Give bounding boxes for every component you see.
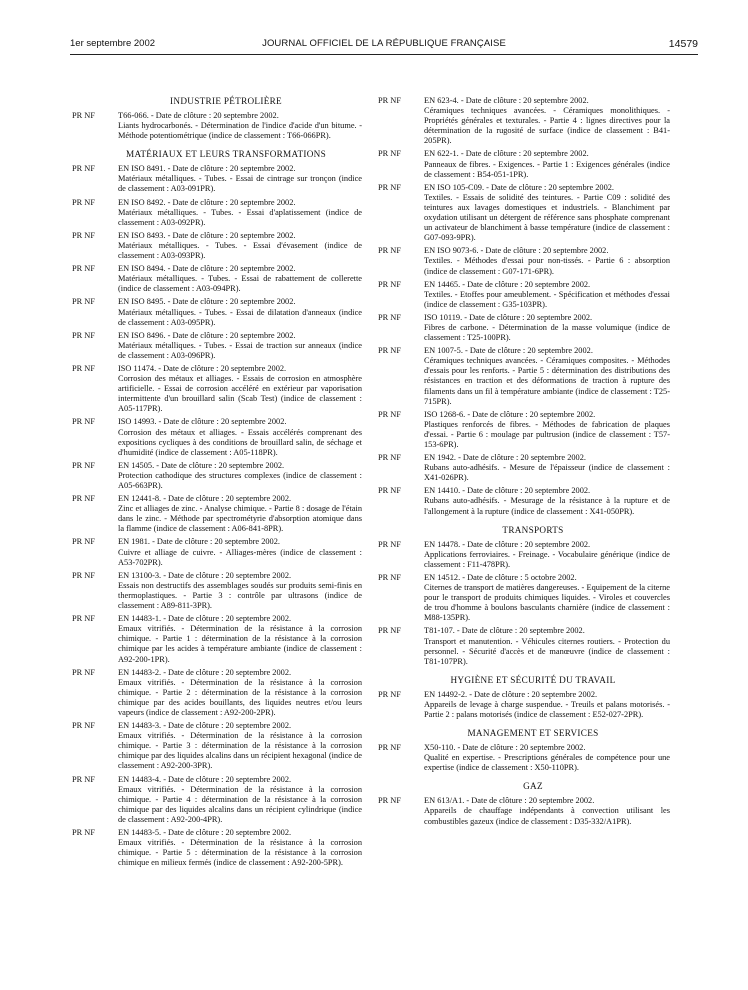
entry-reference: EN 14478. - Date de clôture : 20 septembre 2002. bbox=[424, 539, 591, 549]
entry-first-line bbox=[378, 690, 670, 700]
standard-entry bbox=[72, 461, 362, 491]
entry-prefix: PR NF bbox=[72, 111, 95, 120]
entry-prefix: PR NF bbox=[72, 537, 95, 547]
entry-description: Fibres de carbone. - Détermination de la masse volumique (indice de classement : T25-100PR). bbox=[424, 322, 670, 343]
entry-description: Matériaux métalliques. - Tubes. - Essai de traction sur anneaux (indice de classement : A03-096PR). bbox=[118, 340, 362, 360]
section-title: GAZ bbox=[523, 781, 543, 792]
section bbox=[72, 149, 362, 868]
entry-first-line bbox=[72, 164, 362, 174]
entry-first-line bbox=[72, 231, 362, 241]
entry-reference: EN 14465. - Date de clôture : 20 septembre 2002. bbox=[424, 279, 591, 289]
section-title: MATÉRIAUX ET LEURS TRANSFORMATIONS bbox=[125, 149, 326, 160]
standard-entry bbox=[378, 410, 670, 450]
entry-prefix: PR NF bbox=[378, 453, 401, 463]
section bbox=[378, 728, 670, 773]
entry-description: Matériaux métalliques. - Tubes. - Essai de rabattement de collerette (indice de classement : A03-094PR). bbox=[118, 274, 362, 294]
entry-first-line bbox=[72, 297, 362, 307]
entry-description: Protection cathodique des structures complexes (indice de classement : A05-663PR). bbox=[118, 470, 362, 490]
entry-first-line bbox=[378, 626, 670, 636]
entry-prefix: PR NF bbox=[72, 230, 95, 240]
entry-prefix: PR NF bbox=[378, 312, 401, 322]
standard-entry bbox=[72, 164, 362, 194]
entry-reference: EN ISO 8495. - Date de clôture : 20 septembre 2002. bbox=[118, 297, 296, 307]
entry-reference: EN 14492-2. - Date de clôture : 20 septembre 2002. bbox=[424, 689, 598, 699]
standard-entry bbox=[378, 540, 670, 570]
entry-description: Panneaux de fibres. - Exigences. - Partie 1 : Exigences générales (indice de classement : B54-051-1PR). bbox=[424, 159, 670, 179]
entry-first-line bbox=[378, 280, 670, 290]
entry-description: Applications ferroviaires. - Freinage. - Vocabulaire générique (indice de classement : F11-478PR). bbox=[424, 549, 670, 569]
entry-reference: EN 14483-5. - Date de clôture : 20 septembre 2002. bbox=[118, 828, 292, 837]
entry-prefix: PR NF bbox=[72, 570, 95, 580]
entry-first-line bbox=[72, 828, 362, 838]
entry-prefix: PR NF bbox=[378, 149, 401, 159]
entry-description: Emaux vitrifiés. - Détermination de la résistance à la corrosion chimique. - Partie 4 : détermination de la résistance à la corrosion chimique par des liquides alcalins dans un récipient cylindrique (indice de classement : A92-200-4PR). bbox=[118, 784, 362, 824]
entry-first-line bbox=[72, 461, 362, 471]
section bbox=[72, 96, 362, 141]
entry-prefix: PR NF bbox=[72, 297, 95, 307]
entry-first-line bbox=[72, 668, 362, 678]
entry-description: Matériaux métalliques. - Tubes. - Essai d'évasement (indice de classement : A03-093PR). bbox=[118, 240, 362, 261]
entry-prefix: PR NF bbox=[378, 246, 401, 256]
standard-entry bbox=[72, 721, 362, 771]
entry-reference: T66-066. - Date de clôture : 20 septembre 2002. bbox=[118, 111, 279, 120]
standard-entry bbox=[378, 453, 670, 483]
entry-prefix: PR NF bbox=[72, 197, 95, 207]
entry-reference: EN 14483-1. - Date de clôture : 20 septembre 2002. bbox=[118, 614, 292, 624]
entry-prefix: PR NF bbox=[72, 460, 95, 470]
standard-entry bbox=[72, 494, 362, 534]
entry-description: Textiles. - Etoffes pour ameublement. - Spécification et méthodes d'essai (indice de classement : G35-103PR). bbox=[424, 289, 670, 309]
standard-entry bbox=[378, 690, 670, 720]
entry-first-line bbox=[72, 198, 362, 208]
entry-first-line bbox=[72, 721, 362, 731]
entry-first-line bbox=[72, 571, 362, 581]
standard-entry bbox=[72, 417, 362, 457]
entry-prefix: PR NF bbox=[378, 96, 401, 105]
section-title: HYGIÈNE ET SÉCURITÉ DU TRAVAIL bbox=[450, 674, 616, 685]
section-title: MANAGEMENT ET SERVICES bbox=[467, 728, 599, 739]
standard-entry bbox=[378, 346, 670, 407]
entry-reference: EN 14410. - Date de clôture : 20 septembre 2002. bbox=[424, 486, 591, 496]
entry-reference: ISO 11474. - Date de clôture : 20 septembre 2002. bbox=[118, 363, 287, 373]
entry-prefix: PR NF bbox=[378, 796, 401, 806]
entry-prefix: PR NF bbox=[72, 417, 95, 427]
entry-description: Rubans auto-adhésifs. - Mesure de l'épaisseur (indice de classement : X41-026PR). bbox=[424, 463, 670, 483]
standard-entry bbox=[378, 626, 670, 666]
page-header bbox=[70, 38, 698, 55]
entry-first-line bbox=[378, 453, 670, 463]
entry-description: Corrosion des métaux et alliages. - Essais accélérés comprenant des expositions cycliques à des conditions de brouillard salin, de séchage et d'humidité (indice de classement : A05-118PR). bbox=[118, 427, 362, 457]
entry-prefix: PR NF bbox=[378, 689, 401, 699]
standard-entry bbox=[72, 668, 362, 718]
standard-entry bbox=[72, 828, 362, 868]
entry-description: Cuivre et alliage de cuivre. - Alliages-mères (indice de classement : A53-702PR). bbox=[118, 547, 362, 567]
entry-description: Zinc et alliages de zinc. - Analyse chimique. - Partie 8 : dosage de l'étain dans le zinc. - Méthode par spectrométyrie d'absorption atomique dans la flamme (indice de classement : A06-841-8PR). bbox=[118, 504, 362, 534]
entry-first-line bbox=[378, 96, 670, 106]
entry-reference: EN ISO 8494. - Date de clôture : 20 septembre 2002. bbox=[118, 264, 296, 274]
entry-first-line bbox=[72, 775, 362, 785]
standard-entry bbox=[72, 111, 362, 141]
entry-reference: ISO 10119. - Date de clôture : 20 septembre 2002. bbox=[424, 312, 593, 322]
entry-prefix: PR NF bbox=[72, 264, 95, 274]
entry-description: Qualité en expertise. - Prescriptions générales de compétence pour une expertise (indice de classement : X50-110PR). bbox=[424, 753, 670, 773]
entry-first-line bbox=[72, 264, 362, 274]
entry-reference: EN ISO 8496. - Date de clôture : 20 septembre 2002. bbox=[118, 330, 296, 340]
entry-description: Essais non destructifs des assemblages soudés sur produits semi-finis en thermoplastiques. - Partie 3 : contrôle par ultrasons (indice de classement : A89-811-3PR). bbox=[118, 580, 362, 611]
entry-reference: EN ISO 8492. - Date de clôture : 20 septembre 2002. bbox=[118, 197, 296, 207]
standard-entry bbox=[72, 198, 362, 228]
entry-prefix: PR NF bbox=[378, 182, 401, 192]
entry-prefix: PR NF bbox=[378, 486, 401, 496]
standard-entry bbox=[378, 796, 670, 826]
standard-entry bbox=[72, 364, 362, 414]
entry-first-line bbox=[72, 614, 362, 624]
entry-first-line bbox=[72, 331, 362, 341]
standard-entry bbox=[72, 264, 362, 294]
entry-prefix: PR NF bbox=[72, 330, 95, 340]
standard-entry bbox=[378, 183, 670, 244]
entry-description: Matériaux métalliques. - Tubes. - Essai de dilatation d'anneaux (indice de classement : A03-095PR). bbox=[118, 307, 362, 327]
entry-reference: X50-110. - Date de clôture : 20 septembre 2002. bbox=[424, 743, 586, 753]
entry-first-line bbox=[72, 111, 362, 121]
entry-prefix: PR NF bbox=[72, 363, 95, 373]
standard-entry bbox=[72, 775, 362, 825]
header-date: 1er septembre 2002 bbox=[70, 38, 156, 49]
standard-entry bbox=[72, 297, 362, 327]
entry-first-line bbox=[378, 313, 670, 323]
standard-entry bbox=[378, 149, 670, 179]
standard-entry bbox=[72, 537, 362, 567]
entry-reference: EN 1981. - Date de clôture : 20 septembre 2002. bbox=[118, 537, 280, 547]
entry-first-line bbox=[378, 573, 670, 583]
section bbox=[378, 96, 670, 517]
entry-reference: EN 1942. - Date de clôture : 20 septembre 2002. bbox=[424, 453, 586, 463]
entry-prefix: PR NF bbox=[378, 539, 401, 549]
entry-description: Textiles. - Essais de solidité des teintures. - Partie C09 : solidité des teintures aux lavages domestiques et industriels. - Blanchiment par oxydation utilisant un détergent de référence sans phosphate comprenant un activateur de blanchiment à basse température (indice de classement : G07-093-9PR). bbox=[424, 192, 670, 243]
entry-description: Liants hydrocarbonés. - Détermination de l'indice d'acide d'un bitume. - Méthode potentiométrique (indice de classement : T66-066PR). bbox=[118, 121, 362, 141]
standard-entry bbox=[72, 331, 362, 361]
entry-description: Céramiques techniques avancées. - Céramiques composites. - Méthodes d'essais pour les renforts. - Partie 5 : détermination des distributions des résistances en traction et des déformations de traction à rupture des filaments dans un fil à température ambiante (indice de classement : T25-715PR). bbox=[424, 356, 670, 406]
entry-reference: EN 14512. - Date de clôture : 5 octobre 2002. bbox=[424, 572, 577, 582]
entry-first-line bbox=[72, 364, 362, 374]
entry-reference: EN 14483-3. - Date de clôture : 20 septembre 2002. bbox=[118, 721, 292, 731]
entry-reference: EN 622-1. - Date de clôture : 20 septembre 2002. bbox=[424, 149, 589, 159]
entry-description: Plastiques renforcés de fibres. - Méthodes de fabrication de plaques d'essai. - Partie 6 : moulage par pultrusion (indice de classement : T57-153-6PR). bbox=[424, 419, 670, 449]
entry-reference: EN ISO 8493. - Date de clôture : 20 septembre 2002. bbox=[118, 230, 296, 240]
standard-entry bbox=[72, 614, 362, 664]
entry-reference: EN 12441-8. - Date de clôture : 20 septembre 2002. bbox=[118, 494, 292, 504]
standard-entry bbox=[378, 573, 670, 623]
entry-prefix: PR NF bbox=[378, 743, 401, 753]
entry-reference: EN ISO 8491. - Date de clôture : 20 septembre 2002. bbox=[118, 164, 296, 174]
left-column bbox=[72, 96, 362, 871]
entry-first-line bbox=[378, 149, 670, 159]
section-title: INDUSTRIE PÉTROLIÈRE bbox=[170, 96, 282, 106]
entry-description: Emaux vitrifiés. - Détermination de la résistance à la corrosion chimique. - Partie 3 : détermination de la résistance à la corrosion chimique par des liquides alcalins dans un récipient hexagonal (indice de classement : A92-200-3PR). bbox=[118, 731, 362, 771]
entry-first-line bbox=[378, 796, 670, 806]
entry-description: Textiles. - Méthodes d'essai pour non-tissés. - Partie 6 : absorption (indice de classement : G07-171-6PR). bbox=[424, 256, 670, 276]
right-column bbox=[378, 96, 670, 830]
entry-prefix: PR NF bbox=[72, 721, 95, 731]
entry-prefix: PR NF bbox=[378, 572, 401, 582]
entry-prefix: PR NF bbox=[72, 667, 95, 677]
entry-description: Citernes de transport de matières dangereuses. - Equipement de la citerne pour le transport de produits chimiques liquides. - Viroles et couvercles de trou d'homme à boulons basculants charnière (indice de classement : M88-135PR). bbox=[424, 583, 670, 623]
entry-reference: EN ISO 105-C09. - Date de clôture : 20 septembre 2002. bbox=[424, 182, 615, 192]
entry-first-line bbox=[378, 183, 670, 193]
entry-prefix: PR NF bbox=[72, 614, 95, 624]
entry-prefix: PR NF bbox=[72, 828, 95, 837]
entry-reference: EN 14483-2. - Date de clôture : 20 septembre 2002. bbox=[118, 667, 292, 677]
entry-reference: T81-107. - Date de clôture : 20 septembre 2002. bbox=[424, 626, 585, 636]
standard-entry bbox=[378, 246, 670, 276]
section-title: TRANSPORTS bbox=[502, 524, 564, 535]
standard-entry bbox=[378, 313, 670, 343]
entry-first-line bbox=[378, 486, 670, 496]
entry-reference: EN 13100-3. - Date de clôture : 20 septembre 2002. bbox=[118, 570, 292, 580]
entry-prefix: PR NF bbox=[72, 164, 95, 174]
standard-entry bbox=[378, 280, 670, 310]
section bbox=[378, 781, 670, 826]
entry-description: Transport et manutention. - Véhicules citernes routiers. - Protection du personnel. - Sécurité d'accès et de manœuvre (indice de classement : T81-107PR). bbox=[424, 636, 670, 666]
entry-reference: EN 14505. - Date de clôture : 20 septembre 2002. bbox=[118, 460, 285, 470]
entry-reference: ISO 1268-6. - Date de clôture : 20 septembre 2002. bbox=[424, 409, 596, 419]
entry-first-line bbox=[378, 410, 670, 420]
entry-first-line bbox=[378, 246, 670, 256]
entry-prefix: PR NF bbox=[378, 346, 401, 356]
entry-description: Matériaux métalliques. - Tubes. - Essai de cintrage sur tronçon (indice de classement : A03-091PR). bbox=[118, 174, 362, 194]
entry-prefix: PR NF bbox=[378, 409, 401, 419]
entry-reference: EN 14483-4. - Date de clôture : 20 septembre 2002. bbox=[118, 774, 292, 784]
header-journal-title: JOURNAL OFFICIEL DE LA RÉPUBLIQUE FRANÇAISE bbox=[262, 38, 506, 49]
entry-first-line bbox=[378, 743, 670, 753]
entry-reference: EN ISO 9073-6. - Date de clôture : 20 septembre 2002. bbox=[424, 246, 609, 256]
entry-first-line bbox=[72, 537, 362, 547]
entry-prefix: PR NF bbox=[378, 279, 401, 289]
entry-description: Corrosion des métaux et alliages. - Essais de corrosion en atmosphère artificielle. - Essai de corrosion accéléré en extérieur par vaporisation intermittente d'un brouillard salin (Scab Test) (indice de classement : A05-117PR). bbox=[118, 374, 362, 414]
entry-prefix: PR NF bbox=[72, 774, 95, 784]
entry-first-line bbox=[378, 540, 670, 550]
standard-entry bbox=[72, 231, 362, 261]
entry-reference: EN 623-4. - Date de clôture : 20 septembre 2002. bbox=[424, 96, 589, 105]
entry-prefix: PR NF bbox=[378, 626, 401, 636]
standard-entry bbox=[72, 571, 362, 611]
standard-entry bbox=[378, 486, 670, 516]
entry-description: Emaux vitrifiés. - Détermination de la résistance à la corrosion chimique. - Partie 1 : détermination de la résistance à la corrosion chimique par les acides à température ambiante (indice de classement : A92-200-1PR). bbox=[118, 624, 362, 664]
entry-reference: EN 613/A1. - Date de clôture : 20 septembre 2002. bbox=[424, 796, 595, 806]
entry-description: Appareils de chauffage indépendants à convection utilisant les combustibles gazeux (indice de classement : D35-332/A1PR). bbox=[424, 806, 670, 826]
entry-description: Emaux vitrifiés. - Détermination de la résistance à la corrosion chimique. - Partie 2 : détermination de la résistance à la corrosion chimique par des acides bouillants, des liquides neutres et/ou leurs vapeurs (indice de classement : A92-200-2PR). bbox=[118, 677, 362, 717]
section bbox=[378, 675, 670, 720]
entry-prefix: PR NF bbox=[72, 494, 95, 504]
standard-entry bbox=[378, 743, 670, 773]
header-page-number: 14579 bbox=[668, 38, 698, 50]
entry-first-line bbox=[72, 494, 362, 504]
entry-reference: ISO 14993. - Date de clôture : 20 septembre 2002. bbox=[118, 417, 287, 427]
entry-description: Matériaux métalliques. - Tubes. - Essai d'aplatissement (indice de classement : A03-092PR). bbox=[118, 207, 362, 227]
entry-first-line bbox=[72, 417, 362, 427]
entry-description: Emaux vitrifiés. - Détermination de la résistance à la corrosion chimique. - Partie 5 : détermination de la résistance à la corrosion chimique en milieux fermés (indice de classement : A92-200-5PR). bbox=[118, 838, 362, 868]
section bbox=[378, 525, 670, 667]
standard-entry bbox=[378, 96, 670, 146]
entry-description: Rubans auto-adhésifs. - Mesurage de la résistance à la rupture et de l'allongement à la rupture (indice de classement : X41-050PR). bbox=[424, 496, 670, 516]
entry-first-line bbox=[378, 346, 670, 356]
entry-description: Appareils de levage à charge suspendue. - Treuils et palans motorisés. - Partie 2 : palans motorisés (indice de classement : E52-027-2PR). bbox=[424, 699, 670, 719]
entry-description: Céramiques techniques avancées. - Céramiques monolithiques. - Propriétés générales et texturales. - Partie 4 : lignes directives pour la détermination de la rugosité de surface (indice de classement : B41-205PR). bbox=[424, 106, 670, 146]
entry-reference: EN 1007-5. - Date de clôture : 20 septembre 2002. bbox=[424, 346, 593, 356]
